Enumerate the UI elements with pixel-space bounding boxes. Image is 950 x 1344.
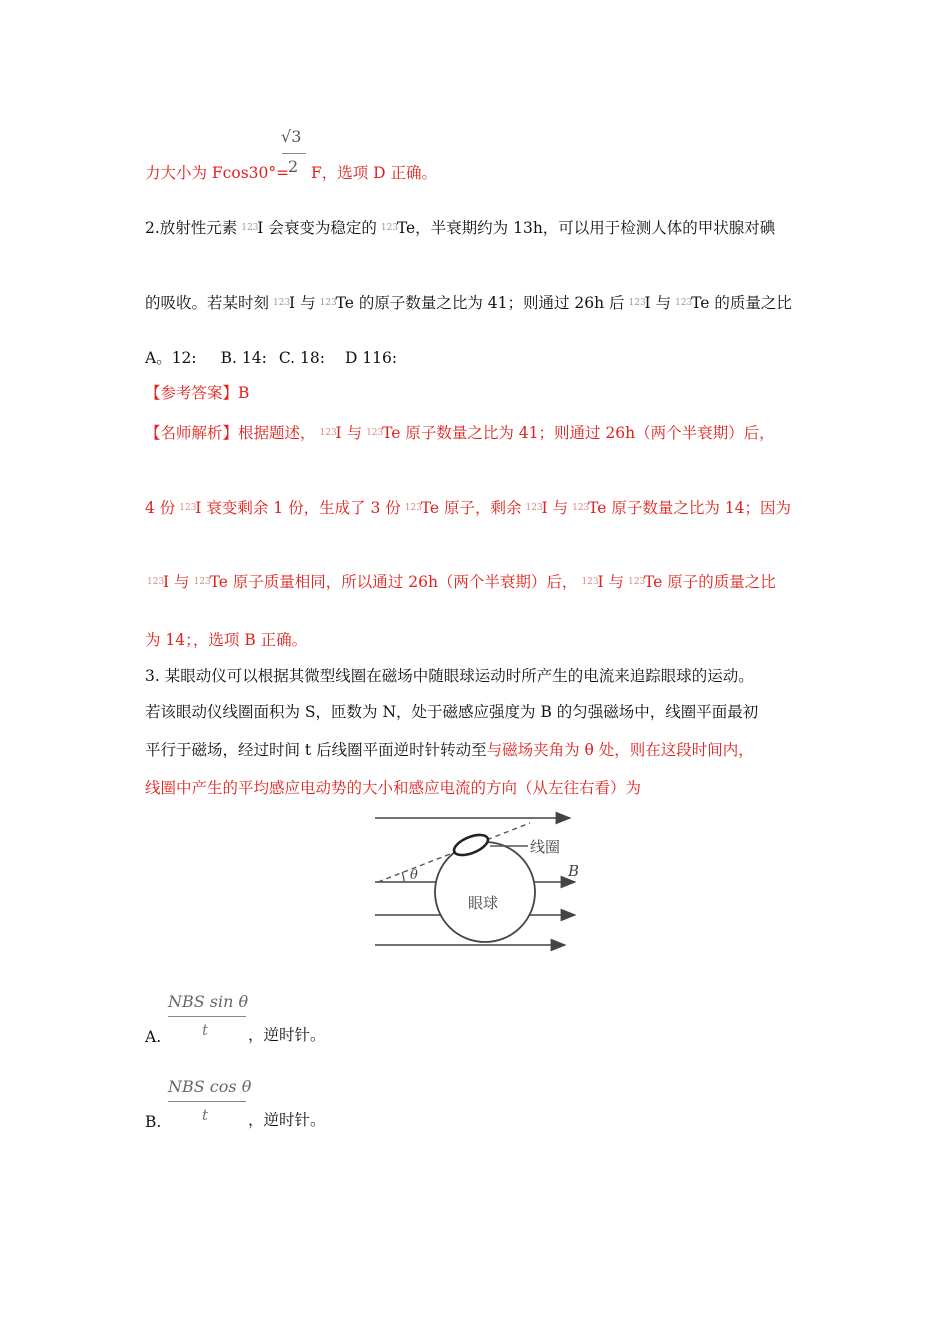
eyeball-circle	[435, 842, 535, 942]
q3-line3: 平行于磁场，经过时间 t 后线圈平面逆时针转动至与磁场夹角为 θ 处，则在这段时间内，	[145, 741, 754, 759]
q2-line1: 2.放射性元素 123 I 会衰变为稳定的 123 Te，半衰期约为 13h，可以用于检测人体的甲状腺对碘	[145, 219, 776, 237]
option-d-correct: F，选项 D 正确。	[311, 164, 438, 182]
angle-arc	[402, 872, 404, 882]
option-c: C. 18:	[278, 349, 325, 367]
eye-coil-figure	[370, 805, 585, 955]
denominator-two: 2	[288, 157, 299, 176]
option-b-direction: ，逆时针。	[248, 1111, 326, 1129]
option-b: B. 14:	[220, 349, 267, 367]
q3-line4: 线圈中产生的平均感应电动势的大小和感应电流的方向（从左往右看）为	[145, 779, 642, 797]
reference-answer: 【参考答案】B	[145, 384, 250, 402]
field-label: B	[568, 862, 580, 880]
solution-line-tail	[145, 163, 289, 183]
analysis-line2: 4 份 123 I 衰变剩余 1 份，生成了 3 份 123 Te 原子，剩余 123 I 与 123 Te 原子数量之比为 14；因为	[145, 499, 791, 517]
option-b-label: B.	[145, 1113, 162, 1131]
sqrt3-numerator: √3	[281, 127, 302, 146]
analysis-line4: 为 14；，选项 B 正确。	[145, 631, 308, 649]
q3-line2: 若该眼动仪线圈面积为 S，匝数为 N，处于磁感应强度为 B 的匀强磁场中，线圈平面最初	[145, 703, 759, 721]
q2-options	[145, 348, 397, 368]
analysis-line3: 123 I 与 123 Te 原子质量相同，所以通过 26h（两个半衰期）后， 123 I 与 123 Te 原子的质量之比	[147, 573, 776, 591]
fraction-bar	[282, 153, 306, 154]
option-a-direction: ，逆时针。	[248, 1026, 326, 1044]
option-a-denominator: t	[202, 1021, 209, 1039]
coil-label: 线圈	[530, 838, 561, 856]
eyeball-label: 眼球	[468, 894, 499, 912]
analysis-line1: 【名师解析】根据题述， 123 I 与 123 Te 原子数量之比为 41；则通过 26h（两个半衰期）后，	[145, 424, 775, 442]
option-a: A。12:	[145, 349, 197, 367]
option-a-label: A.	[145, 1028, 162, 1046]
option-b-fraction-bar	[168, 1101, 246, 1102]
q3-line1: 3. 某眼动仪可以根据其微型线圈在磁场中随眼球运动时所产生的电流来追踪眼球的运动。	[145, 667, 754, 685]
q2-line2: 的吸收。若某时刻 123 I 与 123 Te 的原子数量之比为 41；则通过 26h 后 123 I 与 123 Te 的质量之比	[145, 294, 792, 312]
option-d: D 116:	[344, 349, 398, 367]
option-a-fraction-bar	[168, 1016, 246, 1017]
option-b-denominator: t	[202, 1106, 209, 1124]
force-text: 力大小为 Fcos30°=	[145, 164, 290, 182]
option-b-numerator: NBS cos θ	[168, 1077, 252, 1096]
angle-label: θ	[410, 868, 418, 883]
option-a-numerator: NBS sin θ	[168, 992, 249, 1011]
